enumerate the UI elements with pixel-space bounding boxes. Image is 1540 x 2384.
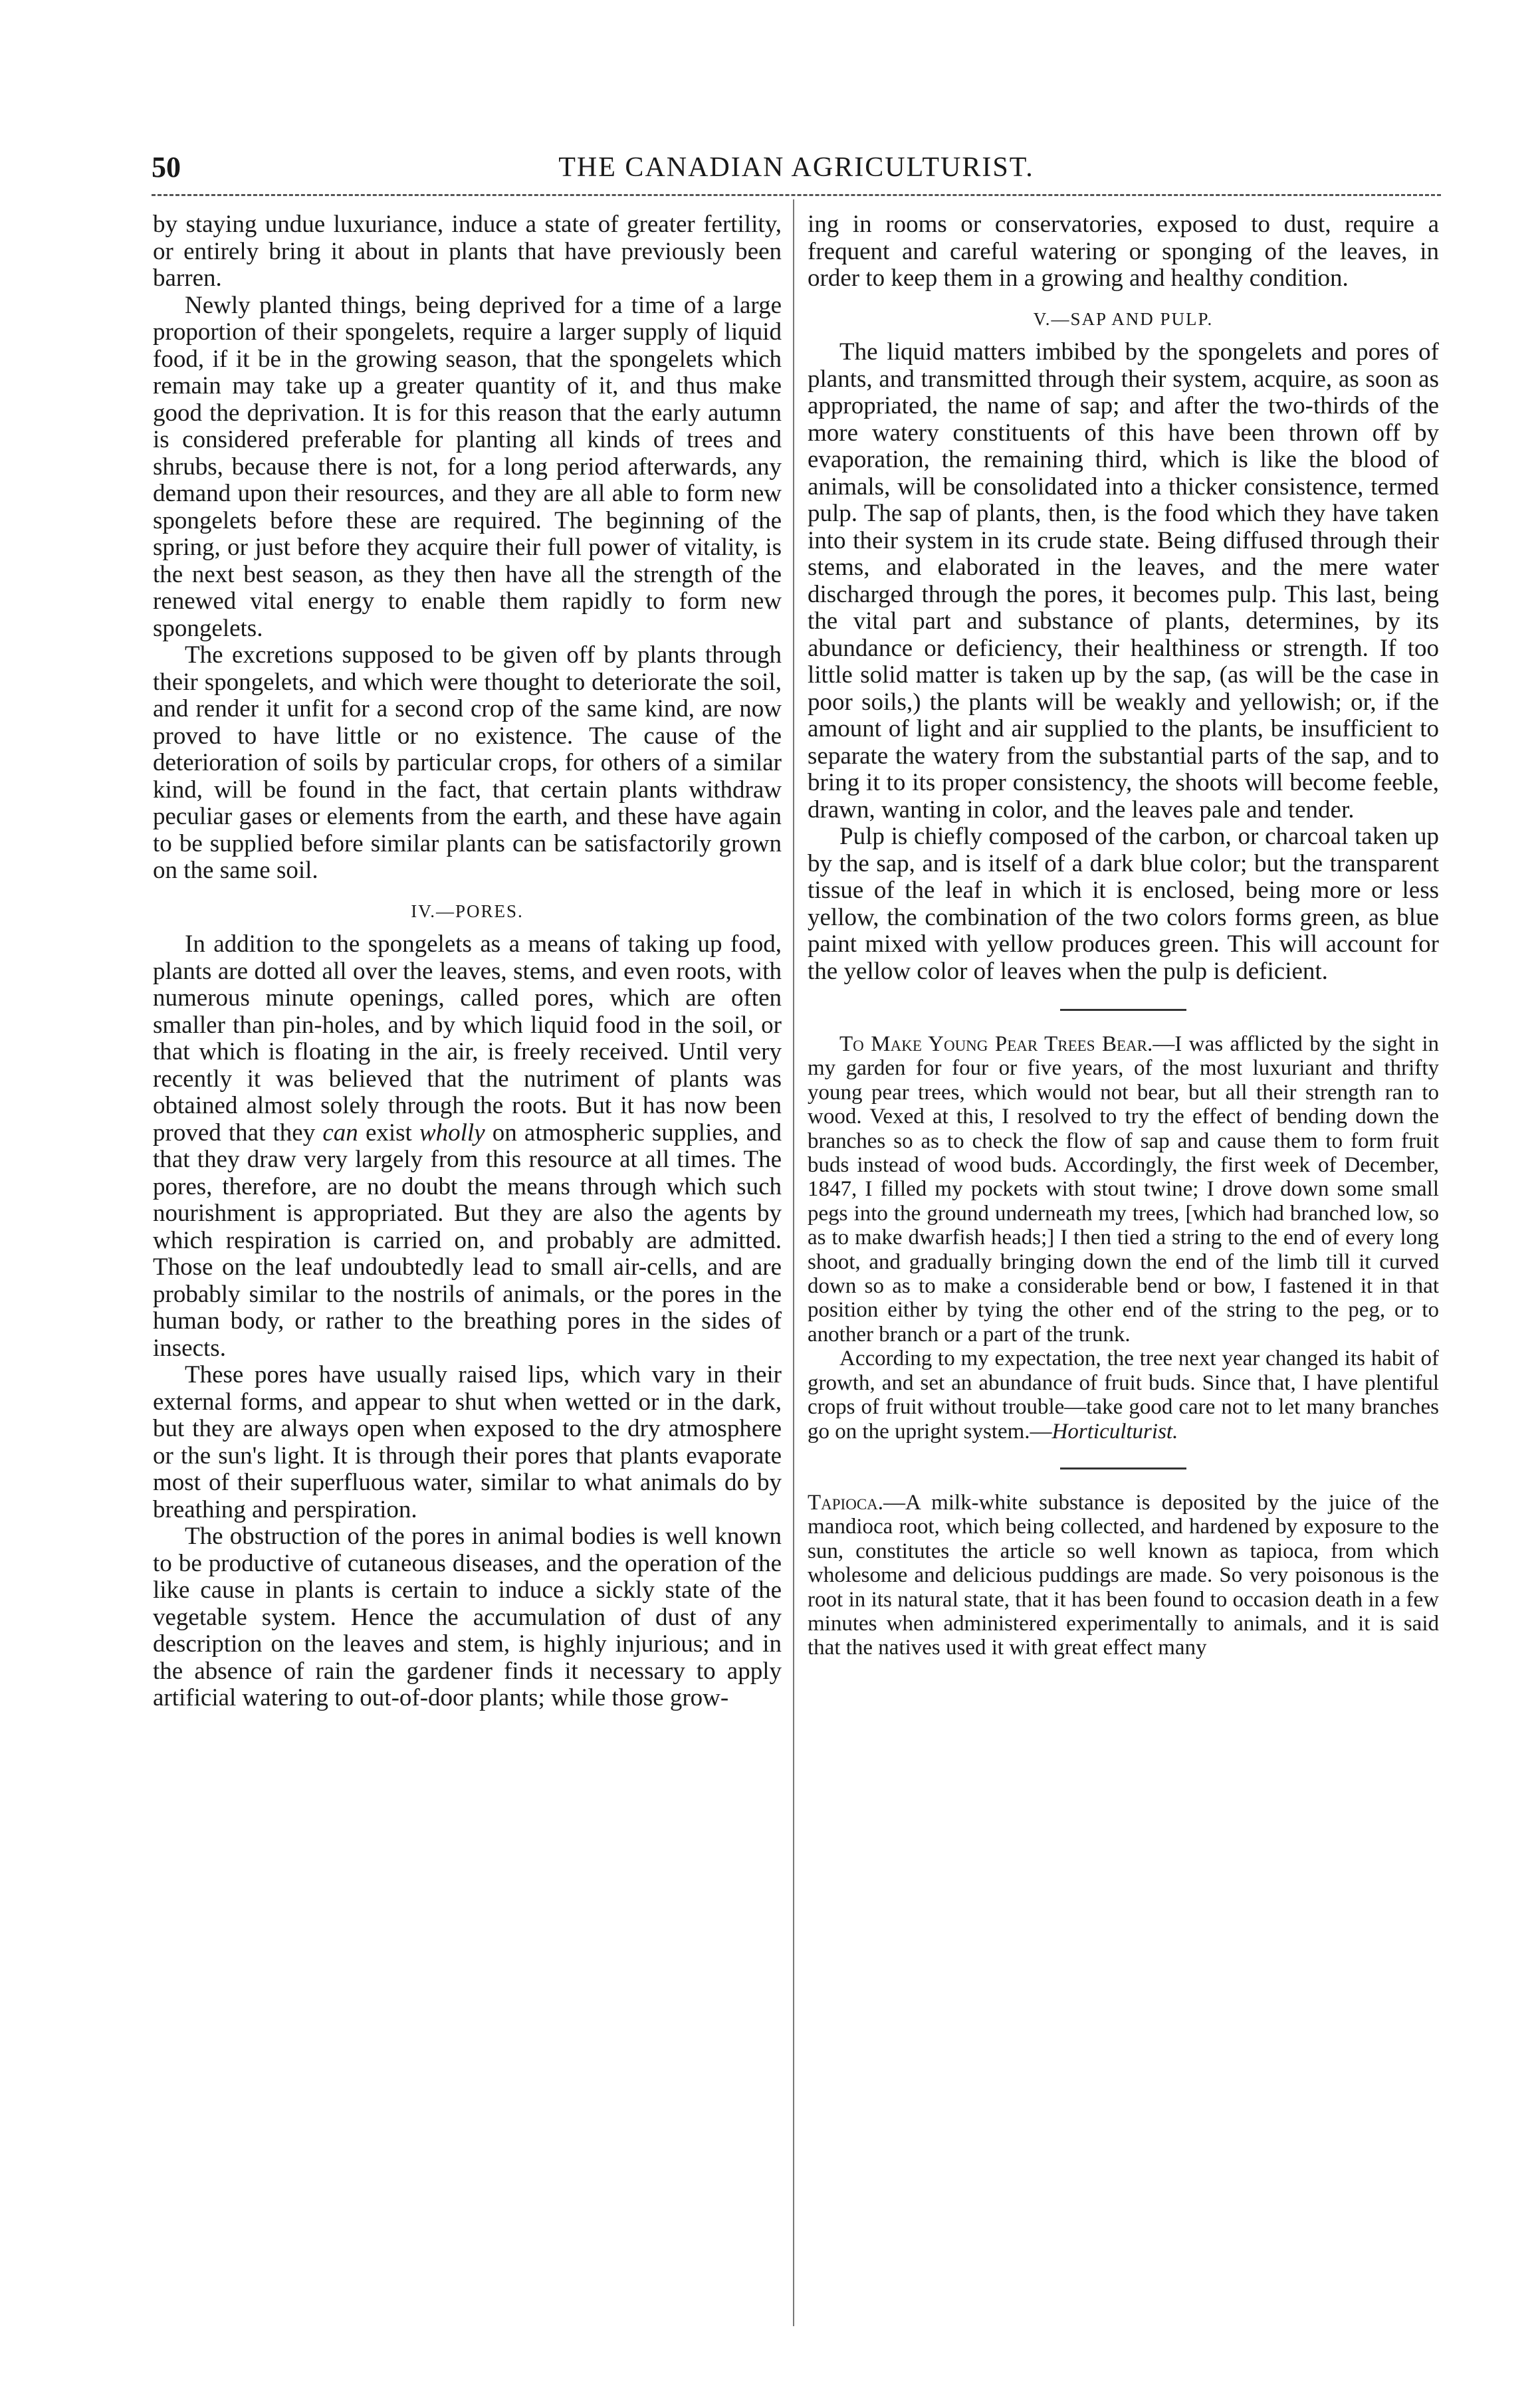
article-tapioca: [808, 1491, 1439, 1660]
paragraph: by staying undue luxuriance, induce a state of greater fertility, or entirely bring it about in plants that have previously been barren.: [153, 211, 782, 292]
left-column: [153, 211, 782, 1712]
paragraph: The liquid matters imbibed by the spongelets and pores of plants, and transmitted through their system, acquire, as soon as appropriated, the name of sap; and after the two-thirds of the more watery constituents of this have been thrown off by evaporation, the remaining third, which is like the blood of animals, will be consolidated into a thicker consistence, termed pulp. The sap of plants, then, is the food which they have taken into their system in its crude state. Being diffused through their stems, and elaborated in the leaves, and the mere water discharged through the pores, it becomes pulp. This last, being the vital part and substance of plants, determines, by its abundance or deficiency, their healthiness or strength. If too little solid matter is taken up by the sap, (as will be the case in poor soils,) the plants will be weakly and yellowish; or, if the amount of light and air supplied to the plants, be insufficient to separate the watery from the substantial parts of the sap, and to bring it to its proper consistency, the shoots will become feeble, drawn, wanting in color, and the leaves pale and tender.: [808, 338, 1439, 823]
article-divider: [1060, 1009, 1186, 1011]
paragraph: Newly planted things, being deprived for a time of a large proportion of their spongelets, require a larger supply of liquid food, if it be in the growing season, that the spongelets which remain may take up a greater quantity of it, and thus make good the deprivation. It is for this reason that the early autumn is considered preferable for planting all kinds of trees and shrubs, because there is not, for a long period afterwards, any demand upon their resources, and they are all able to form new spongelets before these are required. The beginning of the spring, or just before they acquire their full power of vitality, is the next best season, as they then have all the strength of the renewed vital energy to enable them rapidly to form new spongelets.: [153, 291, 782, 642]
article-divider: [1060, 1467, 1186, 1469]
article-title: To Make Young Pear Trees Bear.: [839, 1032, 1153, 1056]
paragraph: These pores have usually raised lips, which vary in their external forms, and appear to shut when wetted or in the dark, but they are always open when exposed to the dry atmosphere or the sun's light. It is through their pores that plants evaporate most of their superfluous water, similar to what animals do by breathing and perspiration.: [153, 1361, 782, 1523]
journal-title: THE CANADIAN AGRICULTURIST.: [558, 152, 1034, 183]
right-column: [808, 211, 1439, 1660]
page-number: 50: [152, 151, 181, 183]
paragraph: The excretions supposed to be given off by plants through their spongelets, and which were thought to deteriorate the soil, and render it unfit for a second crop of the same kind, are now proved to have little or no existence. The cause of the deterioration of soils by particular crops, for others of a similar kind, will be found in the fact, that certain plants withdraw peculiar gases or elements from the earth, and these have again to be supplied before similar plants can be satisfactorily grown on the same soil.: [153, 641, 782, 884]
paragraph: Tapioca.—A milk-white substance is deposited by the juice of the mandioca root, which being collected, and hardened by exposure to the sun, constitutes the article so well known as tapioca, from which wholesome and delicious puddings are made. So very poisonous is the root in its natural state, that it has been found to occasion death in a few minutes when administered experimentally to animals, and it is said that the natives used it with great effect many: [808, 1490, 1439, 1660]
section-heading-pores: IV.—PORES.: [411, 901, 524, 921]
paragraph: According to my expectation, the tree next year changed its habit of growth, and set an abundance of fruit buds. Since that, I have plentiful crops of fruit without trouble—take good care not to let many branches go on the upright system.—Horticulturist.: [808, 1347, 1439, 1444]
article-source: Horticulturist.: [1051, 1419, 1178, 1444]
paragraph: In addition to the spongelets as a means of taking up food, plants are dotted all over the leaves, stems, and even roots, with numerous minute openings, called pores, which are often smaller than pin-holes, and by which liquid food in the soil, or that which is floating in the air, is freely received. Until very recently it was believed that the nutriment of plants was obtained almost solely through the roots. But it has now been proved that they can exist wholly on atmospheric supplies, and that they draw very largely from this resource at all times. The pores, therefore, are no doubt the means through which such nourishment is appropriated. But they are also the agents by which respiration is carried on, and probably are admitted. Those on the leaf undoubtedly lead to small air-cells, and are probably similar to the nostrils of animals, or the pores in the human body, or rather to the breathing pores in the sides of insects.: [153, 930, 782, 1362]
page-header: [152, 150, 1441, 197]
paragraph: The obstruction of the pores in animal bodies is well known to be productive of cutaneous diseases, and the operation of the like cause in plants is certain to induce a sickly state of the vegetable system. Hence the accumulation of dust of any description on the leaves and stem, is highly injurious; and in the absence of rain the gardener finds it necessary to apply artificial watering to out-of-door plants; while those grow-: [153, 1523, 782, 1711]
paragraph: ing in rooms or conservatories, exposed to dust, require a frequent and careful watering or sponging of the leaves, in order to keep them in a growing and healthy condition.: [808, 211, 1439, 292]
article-pear-trees: [808, 1032, 1439, 1444]
article-title: Tapioca.: [808, 1490, 884, 1515]
section-heading-sap: V.—SAP AND PULP.: [1033, 308, 1214, 329]
header-rule: [152, 194, 1441, 196]
paragraph: To Make Young Pear Trees Bear.—I was afflicted by the sight in my garden for four or five years, of the most luxuriant and thrifty young pear trees, which would not bear, but all their strength ran to wood. Vexed at this, I resolved to try the effect of bending down the branches so as to check the flow of sap and cause them to form fruit buds instead of wood buds. Accordingly, the first week of December, 1847, I filled my pockets with stout twine; I drove down some small pegs into the ground underneath my trees, [which had branched low, so as to make dwarfish heads;] I then tied a string to the end of every long shoot, and gradually bringing down the end of the limb till it curved down so as to make a considerable bend or bow, I fastened it in that position either by tying the other end of the string to the peg, or to another branch or a part of the trunk.: [808, 1032, 1439, 1347]
paragraph: Pulp is chiefly composed of the carbon, or charcoal taken up by the sap, and is itself of a dark blue color; but the transparent tissue of the leaf in which it is enclosed, being more or less yellow, the combination of the two colors forms green, as blue paint mixed with yellow produces green. This will account for the yellow color of leaves when the pulp is deficient.: [808, 823, 1439, 985]
column-divider: [793, 199, 794, 2326]
